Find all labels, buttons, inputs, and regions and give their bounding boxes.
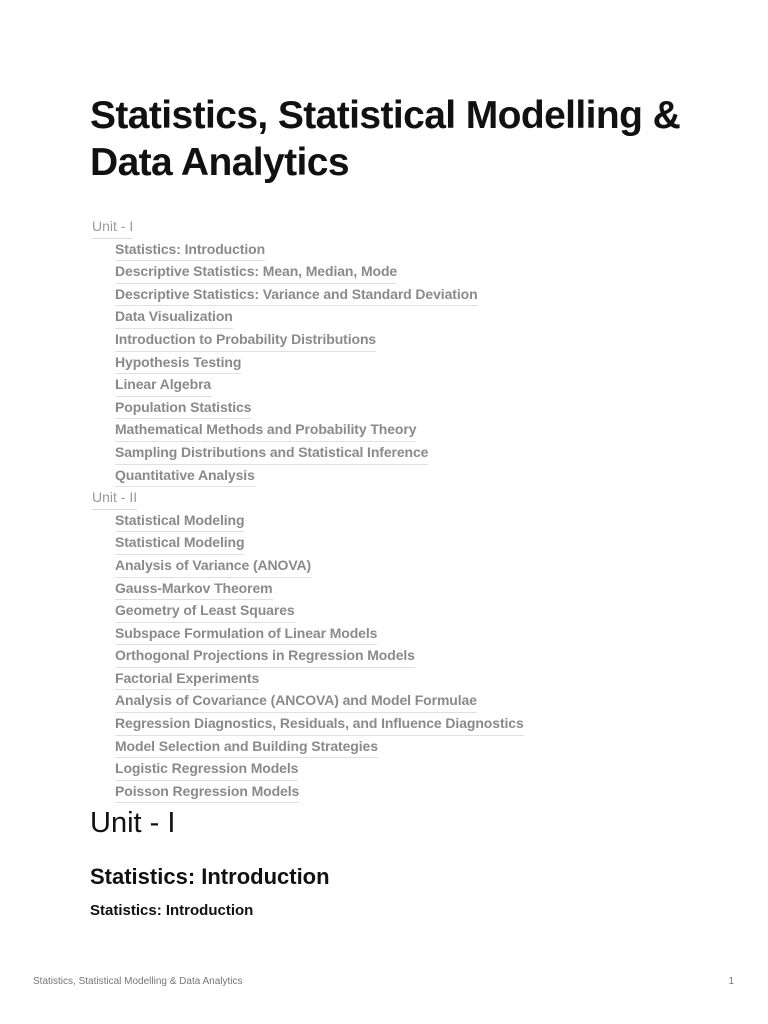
toc-link[interactable]: Quantitative Analysis	[115, 465, 255, 488]
toc-link[interactable]: Statistics: Introduction	[115, 239, 265, 262]
section-heading: Statistics: Introduction	[90, 864, 330, 889]
toc-link[interactable]: Subspace Formulation of Linear Models	[115, 623, 377, 646]
table-of-contents	[92, 216, 732, 803]
subsection-heading: Statistics: Introduction	[90, 902, 254, 919]
toc-link[interactable]: Population Statistics	[115, 397, 251, 420]
toc-link[interactable]: Introduction to Probability Distributions	[115, 329, 376, 352]
toc-link[interactable]: Descriptive Statistics: Variance and Standard Deviation	[115, 284, 478, 307]
toc-unit-link-1[interactable]: Unit - I	[92, 216, 133, 239]
toc-link[interactable]: Analysis of Covariance (ANCOVA) and Model Formulae	[115, 690, 477, 713]
toc-link[interactable]: Factorial Experiments	[115, 668, 259, 691]
toc-link[interactable]: Statistical Modeling	[115, 532, 244, 555]
toc-link[interactable]: Regression Diagnostics, Residuals, and Influence Diagnostics	[115, 713, 524, 736]
document-title: Statistics, Statistical Modelling & Data Analytics	[90, 94, 681, 184]
toc-link[interactable]: Statistical Modeling	[115, 510, 244, 533]
footer-page-number: 1	[728, 976, 734, 987]
toc-link[interactable]: Sampling Distributions and Statistical Inference	[115, 442, 428, 465]
toc-link[interactable]: Descriptive Statistics: Mean, Median, Mode	[115, 261, 397, 284]
toc-link[interactable]: Model Selection and Building Strategies	[115, 736, 378, 759]
toc-unit-link-2[interactable]: Unit - II	[92, 487, 137, 510]
toc-link[interactable]: Hypothesis Testing	[115, 352, 241, 375]
toc-link[interactable]: Poisson Regression Models	[115, 781, 299, 804]
toc-link[interactable]: Geometry of Least Squares	[115, 600, 295, 623]
toc-link[interactable]: Logistic Regression Models	[115, 758, 298, 781]
toc-link[interactable]: Data Visualization	[115, 306, 233, 329]
toc-link[interactable]: Analysis of Variance (ANOVA)	[115, 555, 311, 578]
footer-document-title: Statistics, Statistical Modelling & Data Analytics	[33, 976, 243, 987]
toc-link[interactable]: Mathematical Methods and Probability Theory	[115, 419, 416, 442]
toc-link[interactable]: Linear Algebra	[115, 374, 211, 397]
toc-link[interactable]: Gauss-Markov Theorem	[115, 578, 273, 601]
unit-heading: Unit - I	[90, 807, 176, 839]
toc-link[interactable]: Orthogonal Projections in Regression Models	[115, 645, 415, 668]
